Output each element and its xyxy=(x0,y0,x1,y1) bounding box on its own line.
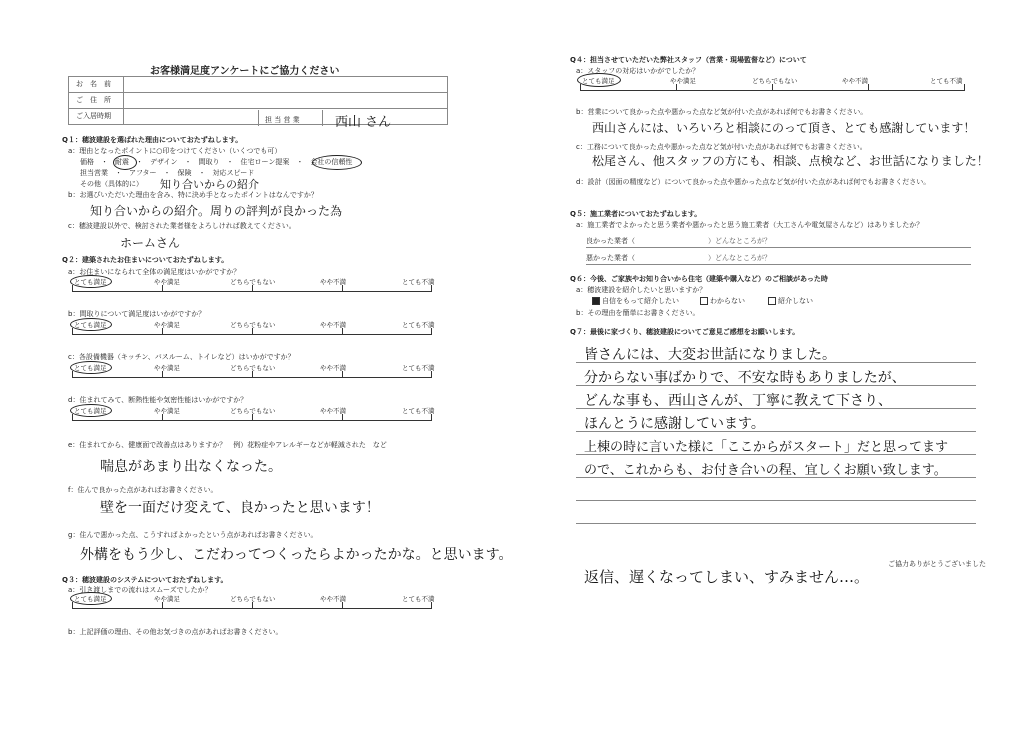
scale-label: とても不満 xyxy=(402,364,435,372)
scale-label: やや不満 xyxy=(320,278,346,286)
q3a-prompt: a：引き渡しまでの流れはスムーズでしたか？ xyxy=(68,586,212,594)
q5-heading: Q５：施工業者についておたずねします。 xyxy=(570,210,702,218)
selection-circle xyxy=(312,155,362,170)
scale-label: やや不満 xyxy=(320,595,346,603)
q2d-prompt: d：住まれてみて、断熱性能や気密性能はいかがですか？ xyxy=(68,396,248,404)
q2c-prompt: c：各設備機器（キッチン、バスルーム、トイレなど）はいかがですか？ xyxy=(68,353,295,361)
scale-label: やや満足 xyxy=(154,595,180,603)
q2f-prompt: f：住んで良かった点があればお書きください。 xyxy=(68,486,218,494)
scale-label: どちらでもない xyxy=(230,364,276,372)
scale-label: とても満足 xyxy=(74,364,107,372)
choice-unsure: わからない xyxy=(700,297,745,306)
q6-heading: Q６：今後、ご家族やお知り合いから住宅（建築や購入など）のご相談があった時 xyxy=(570,275,828,283)
q6b-prompt: b：その理由を簡単にお書きください。 xyxy=(576,309,700,317)
scale-label: やや満足 xyxy=(154,407,180,415)
q2g-answer: 外構をもう少し、こだわってつくったらよかったかな。と思います。 xyxy=(80,547,513,563)
q3-heading: Q３：穂波建設のシステムについておたずねします。 xyxy=(62,576,228,584)
thanks-text: ご協力ありがとうございました xyxy=(888,560,986,568)
q2b-prompt: b：間取りについて満足度はいかがですか？ xyxy=(68,310,206,318)
scale-label: とても満足 xyxy=(74,407,107,415)
q7-line: 分からない事ばかりで、不安な時もありましたが、 xyxy=(584,370,906,386)
selection-circle xyxy=(113,155,137,170)
q4a-prompt: a：スタッフの対応はいかがでしたか？ xyxy=(576,67,700,75)
address-label: ご 住 所 xyxy=(76,96,111,104)
q3b-prompt: b：上記評価の理由、その他お気づきの点があればお書きください。 xyxy=(68,628,283,636)
q2a-scale xyxy=(72,277,452,297)
q7-line: どんな事も、西山さんが、丁寧に教えて下さり、 xyxy=(584,393,892,409)
q7-line: 皆さんには、大変お世話になりました。 xyxy=(584,347,836,363)
scale-label: やや満足 xyxy=(154,364,180,372)
q7-line: ので、これからも、お付き合いの程、宜しくお願い致します。 xyxy=(584,463,947,478)
selection-circle xyxy=(70,361,112,374)
selection-circle xyxy=(70,404,112,417)
name-label: お 名 前 xyxy=(76,80,111,88)
survey-page-right xyxy=(512,0,1024,731)
q1b-answer: 知り合いからの紹介。周りの評判が良かった為 xyxy=(90,204,343,218)
q1c-prompt: c：穂波建設以外で、検討された業者様をよろしければ教えてください。 xyxy=(68,222,296,230)
scale-label: どちらでもない xyxy=(230,321,276,329)
scale-label: とても満足 xyxy=(582,77,615,85)
q2c-scale xyxy=(72,363,452,383)
scale-label: とても満足 xyxy=(74,278,107,286)
q4a-scale xyxy=(580,76,980,96)
q4b-answer: 西山さんには、いろいろと相談にのって頂き、とても感謝しています！ xyxy=(592,121,976,135)
good-vendor-label: 良かった業者（ xyxy=(586,237,635,245)
good-vendor-followup: ）どんなところが？ xyxy=(708,237,771,245)
choice-no-recommend: 紹介しない xyxy=(768,297,813,306)
q4b-prompt: b：営業について良かった点や悪かった点など気が付いた点があれば何でもお書きください。 xyxy=(576,108,868,116)
q3a-scale xyxy=(72,594,452,614)
q4-heading: Q４：担当させていただいた弊社スタッフ（営業・現場監督など）について xyxy=(570,56,807,64)
q1-other-answer: 知り合いからの紹介 xyxy=(160,178,259,191)
closing-note: 返信、遅くなってしまい、すみません…。 xyxy=(584,568,870,586)
scale-label: やや不満 xyxy=(320,407,346,415)
q1b-prompt: b：お選びいただいた理由を含み、特に決め手となったポイントはなんですか？ xyxy=(68,191,318,199)
q5a-prompt: a：施工業者でよかったと思う業者や悪かったと思う施工業者（大工さんや電気屋さんなど）はありましたか？ xyxy=(576,221,924,229)
scale-label: とても不満 xyxy=(402,278,435,286)
q2-heading: Q２：建築されたお住まいについておたずねします。 xyxy=(62,256,229,264)
scale-label: やや不満 xyxy=(320,364,346,372)
scale-label: とても満足 xyxy=(74,321,107,329)
choice-recommend: 自信をもって紹介したい xyxy=(592,297,679,306)
q2e-prompt: e：住まれてから、健康面で改善点はありますか？ 例）花粉症やアレルギーなどが軽減された など xyxy=(68,441,387,449)
sales-label: 担 当 営 業 xyxy=(265,116,300,124)
q4c-prompt: c：工務について良かった点や悪かった点など気が付いた点があれば何でもお書きください。 xyxy=(576,143,867,151)
bad-vendor-label: 悪かった業者（ xyxy=(586,254,635,262)
scale-label: とても不満 xyxy=(930,77,963,85)
bad-vendor-followup: ）どんなところが？ xyxy=(708,254,771,262)
q1-heading: Q１：穂波建設を選ばれた理由についておたずねします。 xyxy=(62,136,243,144)
scale-label: やや不満 xyxy=(320,321,346,329)
scale-label: やや満足 xyxy=(154,321,180,329)
scale-label: やや満足 xyxy=(154,278,180,286)
scale-label: どちらでもない xyxy=(230,595,276,603)
q4d-prompt: d：設計（図面の精度など）について良かった点や悪かった点など気が付いた点があれば何でもお書きください。 xyxy=(576,178,931,186)
q2f-answer: 壁を一面だけ変えて、良かったと思います！ xyxy=(100,500,380,516)
selection-circle xyxy=(577,73,621,87)
q1-options-row1: 価格 ・ 耐震 ・ デザイン ・ 間取り ・ 住宅ローン提案 ・ 会社の信頼性 xyxy=(80,158,353,166)
q2d-scale xyxy=(72,406,452,426)
q1-options-row2: 担当営業 ・ アフター ・ 保険 ・ 対応スピード xyxy=(80,169,255,177)
q1c-answer: ホームさん xyxy=(120,236,181,250)
q2e-answer: 喘息があまり出なくなった。 xyxy=(100,459,282,475)
scale-label: どちらでもない xyxy=(230,407,276,415)
q7-line: ほんとうに感謝しています。 xyxy=(584,416,765,432)
scale-label: とても不満 xyxy=(402,407,435,415)
q7-answer-area xyxy=(576,340,976,520)
q2g-prompt: g：住んで悪かった点、こうすればよかったという点があればお書きください。 xyxy=(68,531,318,539)
scale-label: やや不満 xyxy=(842,77,868,85)
selection-circle xyxy=(70,592,112,605)
q2b-scale xyxy=(72,320,452,340)
q1-other-label: その他（具体的に） xyxy=(80,180,143,188)
q2a-prompt: a：お住まいになられて全体の満足度はいかがですか？ xyxy=(68,268,241,276)
q1a-prompt: a：理由となったポイントに○印をつけてください（いくつでも可） xyxy=(68,147,282,155)
selection-circle xyxy=(70,318,112,331)
scale-label: とても満足 xyxy=(74,595,107,603)
q7-line: 上棟の時に言いた様に「ここからがスタート」だと思ってます xyxy=(584,440,949,455)
survey-title: お客様満足度アンケートにご協力ください xyxy=(150,66,340,77)
scale-label: やや満足 xyxy=(670,77,696,85)
scale-label: とても不満 xyxy=(402,595,435,603)
move-in-label: ご入居時期 xyxy=(76,112,111,120)
sales-value: 西山 さん xyxy=(335,115,392,130)
q6a-prompt: a：穂波建設を紹介したいと思いますか？ xyxy=(576,286,707,294)
selection-circle xyxy=(70,275,112,288)
scale-label: どちらでもない xyxy=(752,77,798,85)
scale-label: とても不満 xyxy=(402,321,435,329)
q7-heading: Q７：最後に家づくり、穂波建設についてご意見ご感想をお願いします。 xyxy=(570,328,800,336)
q4c-answer: 松尾さん、他スタッフの方にも、相談、点検など、お世話になりました！ xyxy=(592,154,989,168)
scale-label: どちらでもない xyxy=(230,278,276,286)
